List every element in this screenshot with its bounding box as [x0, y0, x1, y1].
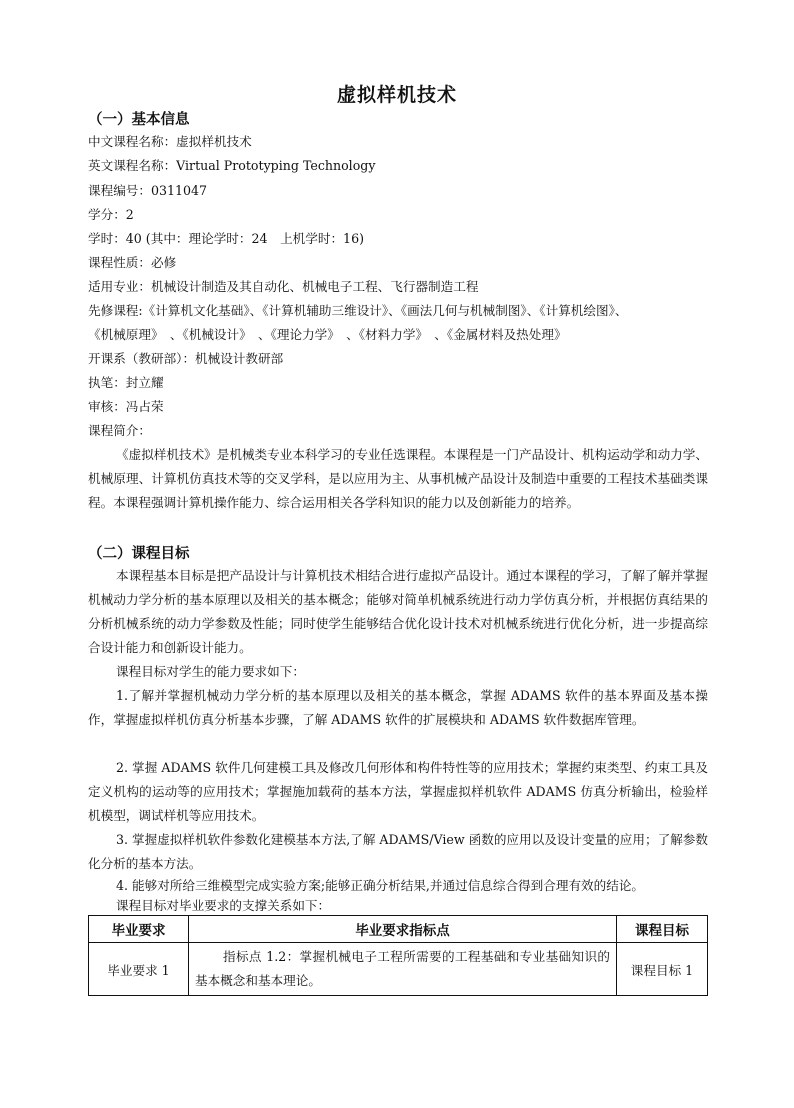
- table-cell-indicator-text: 指标点 1.2：掌握机械电子工程所需要的工程基础和专业基础知识的基本概念和基本理论。: [195, 949, 610, 988]
- goal-1-text: 1.了解并掌握机械动力学分析的基本原理以及相关的基本概念，掌握 ADAMS 软件的基本界面及基本操作，掌握虚拟样机仿真分析基本步骤，了解 ADAMS 软件的扩展模块和 ADAMS 软件数据库管理。: [88, 688, 708, 727]
- field-prerequisites-cont: 《机械原理》 、《机械设计》 、《理论力学》 、《材料力学》 、《金属材料及热处理》: [88, 327, 567, 342]
- field-credits: 学分：2: [88, 207, 134, 222]
- table-cell-indicator: [189, 943, 617, 996]
- document-title: 虚拟样机技术: [336, 84, 457, 106]
- section-heading-basic-info: （一）基本信息: [88, 112, 190, 128]
- section-heading-course-goals: （二）课程目标: [88, 546, 190, 562]
- table-header-indicator: 毕业要求指标点: [189, 916, 617, 943]
- field-majors: 适用专业：机械设计制造及其自动化、机械电子工程、飞行器制造工程: [88, 279, 479, 294]
- course-intro-text: 《虚拟样机技术》是机械类专业本科学习的专业任选课程。本课程是一门产品设计、机构运动学和动力学、机械原理、计算机仿真技术等的交叉学科，是以应用为主、从事机械产品设计及制造中重要的工程技术基础类课程。本课程强调计算机操作能力、综合运用相关各学科知识的能力以及创新能力的培养。: [88, 447, 708, 510]
- field-intro-label: 课程简介：: [88, 423, 151, 438]
- table-cell-course-goal: 课程目标 1: [617, 943, 708, 996]
- goal-2-text: 2. 掌握 ADAMS 软件几何建模工具及修改几何形体和构件特性等的应用技术；掌握约束类型、约束工具及定义机构的运动等的应用技术；掌握施加载荷的基本方法，掌握虚拟样机软件 ADAMS 仿真分析输出，检验样机模型，调试样机等应用技术。: [88, 760, 708, 823]
- field-hours: 学时：40 (其中：理论学时：24 上机学时：16): [88, 231, 364, 246]
- goal-3-paragraph: [88, 828, 708, 876]
- field-prerequisites: 先修课程:《计算机文化基础》、《计算机辅助三维设计》、《画法几何与机械制图》、《计算机绘图》、: [88, 303, 628, 318]
- table-row: [89, 943, 708, 996]
- goal-2-paragraph: [88, 756, 708, 828]
- goals-intro-paragraph: [88, 564, 708, 660]
- goal-3-text: 3. 掌握虚拟样机软件参数化建模基本方法,了解 ADAMS/View 函数的应用以及设计变量的应用；了解参数化分析的基本方法。: [88, 832, 708, 871]
- course-intro-paragraph: [88, 443, 708, 515]
- table-cell-requirement: 毕业要求 1: [89, 943, 189, 996]
- field-english-name: 英文课程名称：Virtual Prototyping Technology: [88, 158, 376, 173]
- goals-intro-text: 本课程基本目标是把产品设计与计算机技术相结合进行虚拟产品设计。通过本课程的学习，了解了解并掌握机械动力学分析的基本原理以及相关的基本概念；能够对简单机械系统进行动力学仿真分析，并根据仿真结果的分析机械系统的动力学参数及性能；同时使学生能够结合优化设计技术对机械系统进行优化分析，进一步提高综合设计能力和创新设计能力。: [88, 568, 708, 655]
- field-chinese-name: 中文课程名称：虚拟样机技术: [88, 134, 252, 149]
- graduation-requirements-table: [88, 915, 708, 996]
- table-header-row: [89, 916, 708, 943]
- field-reviewer: 审核：冯占荣: [88, 399, 164, 414]
- table-header-course-goal: 课程目标: [617, 916, 708, 943]
- goal-1-paragraph: [88, 684, 708, 732]
- goal-4-text: 4. 能够对所给三维模型完成实验方案;能够正确分析结果,并通过信息综合得到合理有效的结论。: [116, 878, 645, 893]
- ability-lead-paragraph: [88, 660, 708, 684]
- table-header-requirement: 毕业要求: [89, 916, 189, 943]
- field-department: 开课系（教研部）：机械设计教研部: [88, 351, 284, 366]
- ability-lead-text: 课程目标对学生的能力要求如下：: [116, 664, 305, 679]
- field-course-type: 课程性质：必修: [88, 255, 177, 270]
- field-course-code: 课程编号：0311047: [88, 183, 208, 198]
- field-author: 执笔：封立耀: [88, 375, 164, 390]
- support-lead-text: 课程目标对毕业要求的支撑关系如下：: [116, 898, 331, 913]
